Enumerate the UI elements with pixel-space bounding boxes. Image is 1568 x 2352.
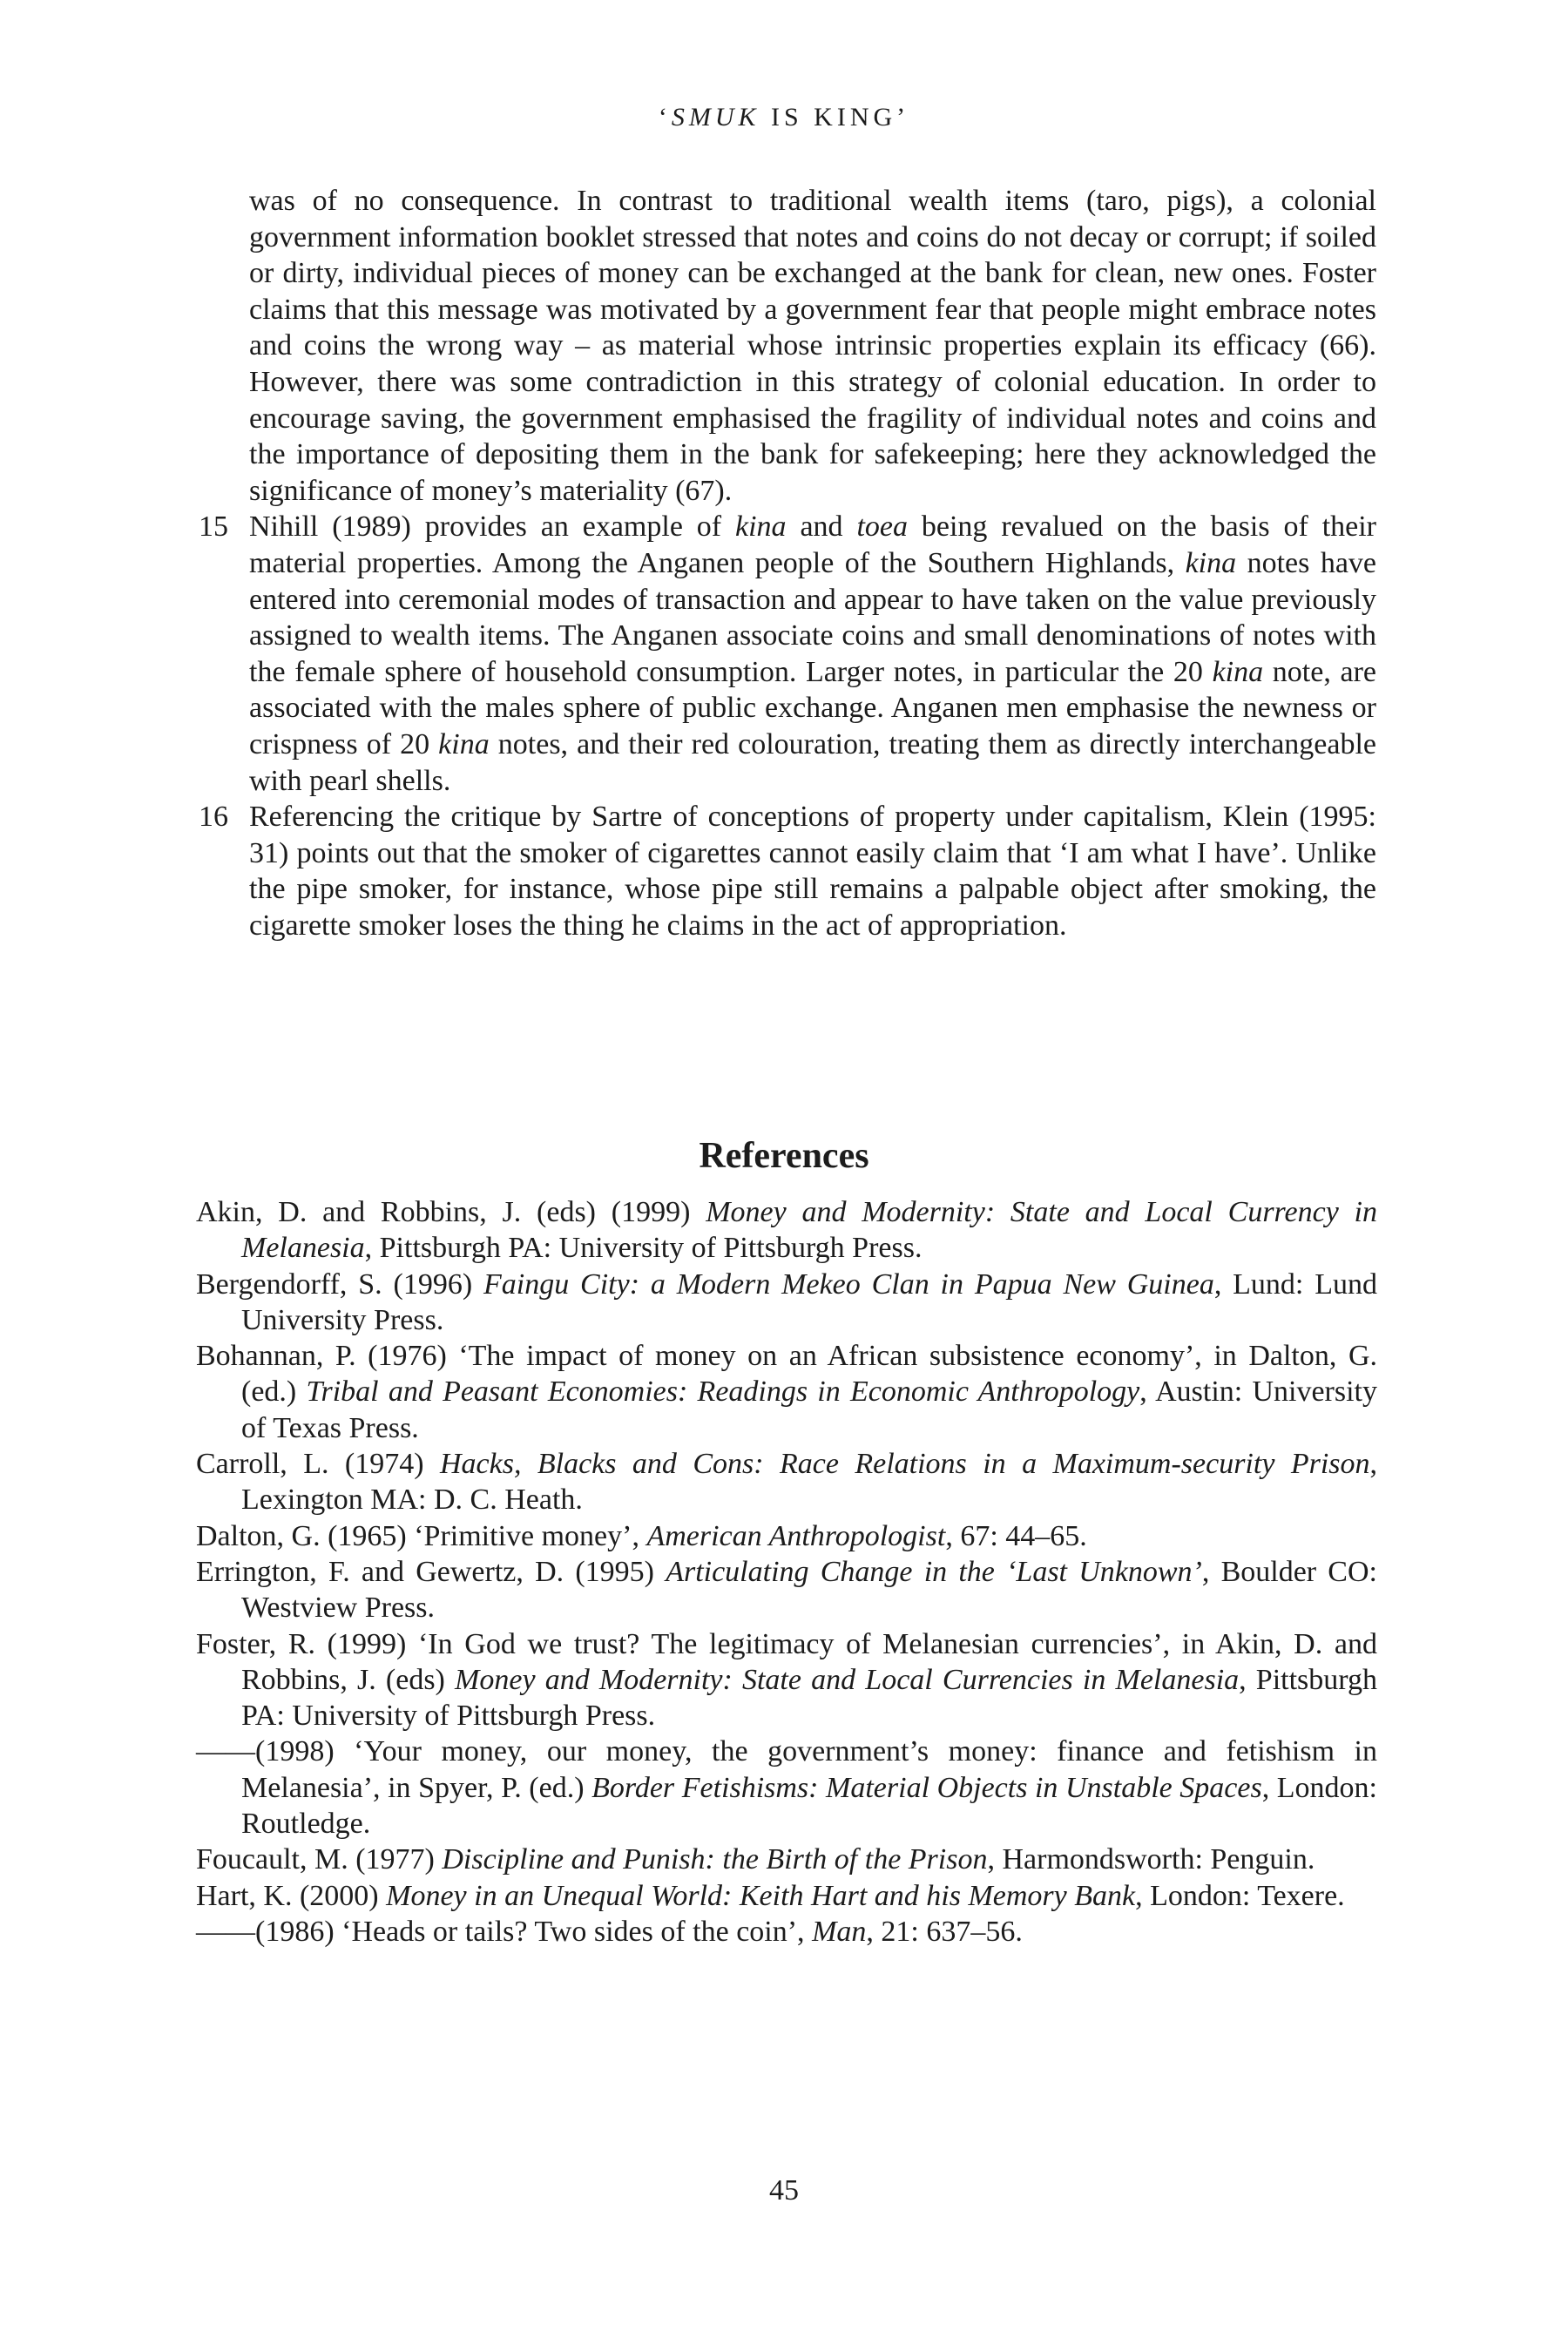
- running-head-smuk: SMUK: [671, 103, 760, 132]
- reference-entry: [196, 1842, 1377, 1877]
- references-list: [196, 1194, 1377, 1950]
- reference-entry: [196, 1914, 1377, 1950]
- reference-text: ——(1986) ‘Heads or tails? Two sides of the coin’,: [196, 1915, 813, 1948]
- reference-text: , London: Routledge.: [241, 1771, 1377, 1841]
- note-text: being revalued on the basis of their material properties. Among the Anganen people of the Southern Highlands,: [249, 510, 1376, 579]
- reference-title: American Anthropologist: [646, 1519, 946, 1552]
- reference-entry: [196, 1878, 1377, 1914]
- reference-text: , Harmondsworth: Penguin.: [987, 1843, 1315, 1876]
- note-text: notes have entered into ceremonial modes of transaction and appear to have taken on the value previously assigned to wealth items. The Anganen associate coins and small denominations of notes with the female sphere of household consumption. Larger notes, in particular the 20: [249, 546, 1376, 688]
- reference-text: , 67: 44–65.: [945, 1519, 1087, 1552]
- reference-entry: [196, 1338, 1377, 1446]
- reference-text: Carroll, L. (1974): [196, 1448, 440, 1481]
- reference-text: , Lund: Lund University Press.: [241, 1267, 1377, 1336]
- reference-text: Foster, R. (1999) ‘In God we trust? The legitimacy of Melanesian currencies’, in Akin, D. and Robbins, J. (eds): [196, 1627, 1377, 1696]
- reference-title: Money in an Unequal World: Keith Hart and his Memory Bank: [386, 1879, 1136, 1912]
- running-head-rest: IS KING: [771, 103, 897, 132]
- reference-entry: [196, 1518, 1377, 1554]
- note-text: and: [786, 510, 857, 544]
- reference-text: , Pittsburgh PA: University of Pittsburgh Press.: [364, 1232, 923, 1265]
- reference-title: Tribal and Peasant Economies: Readings in Economic Anthropology: [306, 1375, 1140, 1409]
- reference-entry: [196, 1554, 1377, 1626]
- reference-entry: [196, 1267, 1377, 1339]
- reference-title: Faingu City: a Modern Mekeo Clan in Papua New Guinea: [483, 1267, 1214, 1301]
- note-number: 16: [199, 801, 228, 834]
- reference-entry: [196, 1626, 1377, 1734]
- reference-text: , London: Texere.: [1135, 1879, 1345, 1912]
- running-head-open-quote: ‘: [658, 103, 672, 132]
- reference-text: Errington, F. and Gewertz, D. (1995): [196, 1555, 666, 1588]
- note-15: [199, 509, 1376, 799]
- note-16: [199, 799, 1376, 943]
- note-number: 15: [199, 510, 228, 544]
- reference-text: Dalton, G. (1965) ‘Primitive money’,: [196, 1519, 647, 1552]
- note-continuation: was of no consequence. In contrast to traditional wealth items (taro, pigs), a colonial government information booklet stressed that notes and coins do not decay or corrupt; if soiled or dirty, individual pieces of money can be exchanged at the bank for clean, new ones. Foster claims that this message was motivated by a government fear that people might embrace notes and coins the wrong way – as material whose intrinsic properties explain its efficacy (66). However, there was some contradiction in this strategy of colonial education. In order to encourage saving, the government emphasised the fragility of individual notes and coins and the importance of depositing them in the bank for safekeeping; here they acknowledged the significance of money’s materiality (67).: [249, 185, 1376, 507]
- note-italic-term: toea: [856, 510, 908, 544]
- note-italic-term: kina: [438, 727, 490, 760]
- reference-title: Hacks, Blacks and Cons: Race Relations in a Maximum-security Prison: [439, 1448, 1370, 1481]
- reference-text: , Lexington MA: D. C. Heath.: [241, 1448, 1378, 1517]
- reference-title: Border Fetishisms: Material Objects in Unstable Spaces: [591, 1771, 1262, 1804]
- reference-text: Hart, K. (2000): [196, 1879, 387, 1912]
- reference-text: Bergendorff, S. (1996): [196, 1267, 483, 1301]
- reference-text: , Pittsburgh PA: University of Pittsburgh Press.: [241, 1663, 1377, 1733]
- running-head-close-quote: ’: [896, 103, 910, 132]
- note-text: note, are associated with the males sphere of public exchange. Anganen men emphasise the newness or crispness of 20: [249, 655, 1376, 760]
- reference-entry: [196, 1194, 1377, 1267]
- note-italic-term: kina: [735, 510, 787, 544]
- note-italic-term: kina: [1185, 546, 1237, 579]
- note-italic-term: kina: [1212, 655, 1264, 688]
- note-text: notes, and their red colouration, treating them as directly interchangeable with pearl shells.: [249, 727, 1376, 797]
- reference-entry: [196, 1446, 1377, 1518]
- reference-entry: [196, 1734, 1377, 1842]
- page-number: 45: [769, 2174, 799, 2207]
- reference-text: Bohannan, P. (1976) ‘The impact of money on an African subsistence economy’, in Dalton, G. (ed.): [196, 1340, 1377, 1409]
- reference-text: Akin, D. and Robbins, J. (eds) (1999): [196, 1196, 706, 1228]
- references-heading: References: [699, 1136, 869, 1176]
- endnotes: [199, 183, 1376, 943]
- reference-title: Articulating Change in the ‘Last Unknown’: [666, 1555, 1202, 1588]
- reference-text: , 21: 637–56.: [866, 1915, 1023, 1948]
- reference-title: Money and Modernity: State and Local Currencies in Melanesia: [455, 1663, 1240, 1696]
- reference-title: Money and Modernity: State and Local Currency in Melanesia: [241, 1196, 1378, 1265]
- running-head: [0, 103, 1568, 132]
- reference-text: , Boulder CO: Westview Press.: [241, 1555, 1377, 1625]
- reference-text: , Austin: University of Texas Press.: [241, 1375, 1377, 1444]
- reference-text: Foucault, M. (1977): [196, 1843, 443, 1876]
- reference-title: Discipline and Punish: the Birth of the Prison: [442, 1843, 988, 1876]
- reference-title: Man: [812, 1915, 867, 1948]
- note-text: Nihill (1989) provides an example of: [249, 510, 736, 544]
- note-text: Referencing the critique by Sartre of conceptions of property under capitalism, Klein (1995: 31) points out that the smoker of cigarettes cannot easily claim that ‘I am what I have’. Unlike the pipe smoker, for instance, whose pipe still remains a palpable object after smoking, the cigarette smoker loses the thing he claims in the act of appropriation.: [249, 801, 1376, 942]
- reference-text: ——(1998) ‘Your money, our money, the government’s money: finance and fetishism in Melanesia’, in Spyer, P. (ed.): [196, 1735, 1377, 1804]
